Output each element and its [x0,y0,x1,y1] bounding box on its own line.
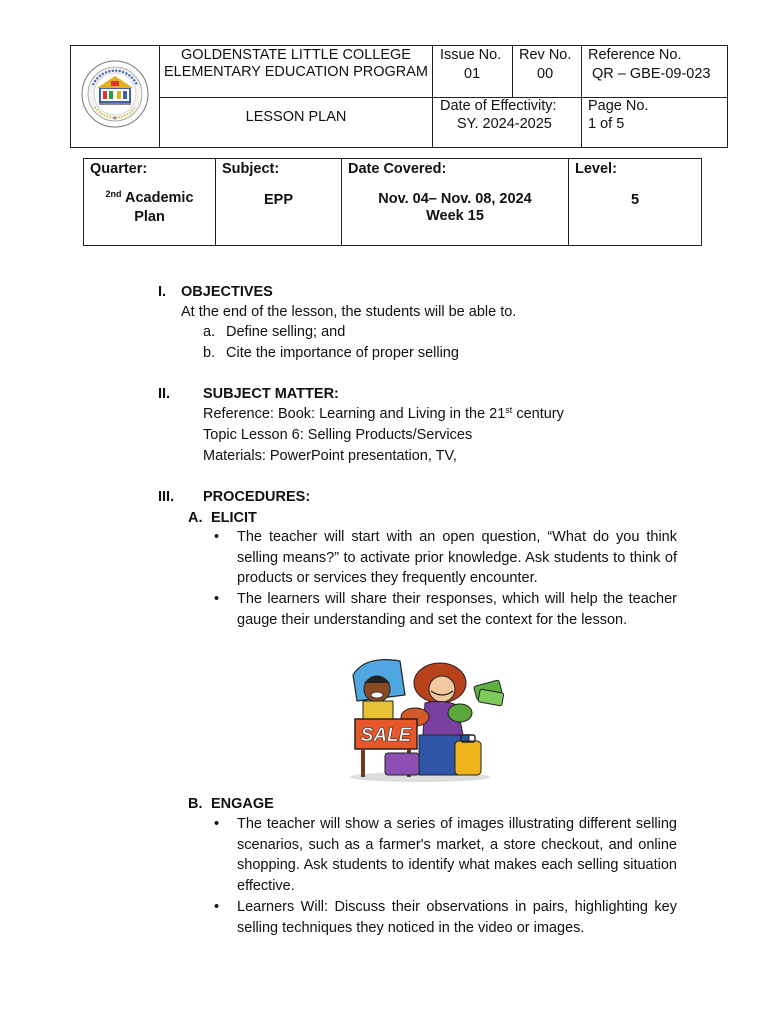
school-logo-cell [71,46,160,148]
reference-cell [582,46,728,98]
doc-type: LESSON PLAN [245,109,347,125]
date-covered-value: Nov. 04– Nov. 08, 2024 [378,191,532,207]
page-label: Page No. [588,98,649,114]
week-value: Week 15 [426,208,484,224]
school-seal-logo [81,59,149,129]
bullet-icon: • [214,816,220,832]
materials-line: Materials: PowerPoint presentation, TV, [203,448,457,464]
topic-line: Topic Lesson 6: Selling Products/Services [203,427,473,443]
bullet-icon: • [214,591,220,607]
issue-cell [433,46,513,98]
engage-marker: B. [188,796,203,812]
bullet-icon: • [214,899,220,915]
subject-label: Subject: [222,161,280,177]
engage-bullet-2: Learners Will: Discuss their observations in pairs, highlighting key selling techniques they noticed in the video or images. [237,899,677,936]
elicit-bullet-2: The learners will share their responses, which will help the teacher gauge their understanding and set the context for the lesson. [237,591,677,628]
date-covered-label: Date Covered: [348,161,447,177]
program-name: ELEMENTARY EDUCATION PROGRAM [164,64,428,80]
school-name: GOLDENSTATE LITTLE COLLEGE [181,47,411,63]
objectives-intro: At the end of the lesson, the students will be able to. [181,304,517,320]
objective-a-marker: a. [203,324,216,340]
objective-a: Define selling; and [226,324,346,340]
quarter-value-line2: Plan [134,209,165,225]
engage-bullet-1: The teacher will show a series of images illustrating different selling scenarios, such as a farmer's market, a store checkout, and online shopping. Ask students to identify what makes each selling situation effective. [237,816,677,895]
objective-b: Cite the importance of proper selling [226,345,459,361]
quarter-value [84,189,215,227]
subject-value: EPP [263,192,293,208]
level-cell [569,159,702,246]
effectivity-value: SY. 2024-2025 [457,116,552,132]
objective-b-marker: b. [203,345,216,361]
rev-cell [513,46,582,98]
subject-cell [216,159,342,246]
elicit-marker: A. [188,510,203,526]
level-value: 5 [630,192,640,208]
reference-text: Reference: Book: Learning and Living in the 21 [203,406,506,422]
reference-line [203,404,564,424]
section-2-title: SUBJECT MATTER: [203,386,339,402]
reference-value: QR – GBE-09-023 [592,66,711,82]
rev-label: Rev No. [519,47,572,63]
section-3-number: III. [158,489,175,505]
level-label: Level: [575,161,617,177]
reference-label: Reference No. [588,47,682,63]
quarter-ordinal: 2nd [105,189,122,199]
sale-sign-text: SALE [360,725,412,746]
engage-title: ENGAGE [211,796,274,812]
date-covered-cell [342,159,569,246]
quarter-cell [84,159,216,246]
issue-value: 01 [464,66,481,82]
issue-label: Issue No. [440,47,502,63]
bullet-icon: • [214,529,220,545]
quarter-value-line1: Academic [125,190,194,206]
school-name-cell [160,46,433,98]
doc-type-cell [160,98,433,148]
page-value: 1 of 5 [588,116,625,132]
rev-value: 00 [537,66,554,82]
reference-ordinal: st [505,405,513,415]
reference-suffix: century [512,406,564,422]
section-1-title: OBJECTIVES [181,284,273,300]
document-header-table [70,45,728,148]
elicit-title: ELICIT [211,510,257,526]
section-2-number: II. [158,386,171,402]
page-cell [582,98,728,148]
quarter-label: Quarter: [90,161,148,177]
effectivity-label: Date of Effectivity: [440,98,557,114]
section-1-number: I. [158,284,167,300]
lesson-info-table [83,158,702,246]
section-3-title: PROCEDURES: [203,489,311,505]
effectivity-cell [433,98,582,148]
elicit-bullet-1: The teacher will start with an open question, “What do you think selling means?” to activate prior knowledge. Ask students to think of products or services they frequently encounter. [237,529,677,587]
selling-clipart-image [345,655,510,785]
